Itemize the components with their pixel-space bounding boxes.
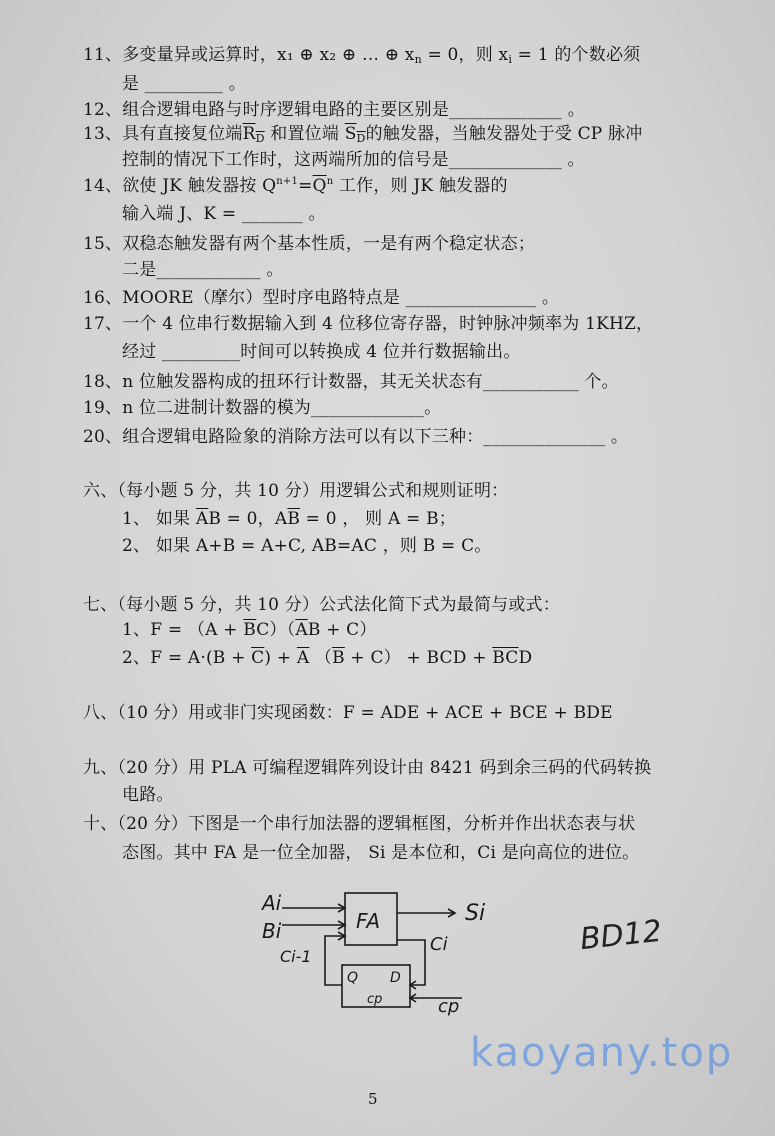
variable: $\overline{C}$ — [251, 648, 265, 668]
text-segment: 11、多变量异或运算时，x₁ ⊕ x₂ ⊕ … ⊕ x — [83, 45, 415, 65]
text-segment: 1、F = （A + — [122, 620, 244, 640]
variable: $\overline{B}$ — [287, 509, 301, 529]
label-cp: cp — [438, 996, 460, 1017]
text-segment: 1、 如果 — [122, 509, 196, 529]
variable: R — [242, 124, 256, 144]
text-segment: 控制的情况下工作时，这两端所加的信号是_____________ 。 — [122, 150, 585, 170]
text-segment: D — [518, 648, 533, 668]
text-segment: 工作，则 JK 触发器的 — [333, 176, 508, 196]
text-segment: 六、（每小题 5 分，共 10 分）用逻辑公式和规则证明： — [83, 481, 509, 501]
text-segment: = 0，则 x — [421, 45, 509, 65]
variable: $\overline{B}$ — [492, 648, 506, 668]
label-fa: FA — [356, 909, 381, 933]
label-bi: Bi — [262, 919, 282, 943]
variable: $\overline{C}$ — [505, 648, 519, 668]
text-segment: B + C） — [307, 620, 377, 640]
text-segment: 电路。 — [122, 785, 174, 805]
text-segment: 七、（每小题 5 分，共 10 分）公式法化简下式为最简与或式： — [83, 595, 560, 615]
variable: $\overline{A}$ — [296, 648, 310, 668]
text-segment: 是 _________ 。 — [122, 74, 246, 94]
variable: S — [344, 124, 357, 144]
text-segment: 14、欲使 JK 触发器按 Q — [83, 176, 277, 196]
watermark: kaoyany.top — [470, 1030, 734, 1076]
variable: $\overline{B}$ — [243, 620, 257, 640]
text-segment: 经过 _________时间可以转换成 4 位并行数据输出。 — [122, 342, 521, 362]
text-segment: 16、MOORE（摩尔）型时序电路特点是 _______________ 。 — [83, 288, 560, 308]
text-segment: C）（ — [256, 620, 296, 640]
text-segment: （ — [309, 648, 333, 668]
text-segment: 13、具有直接复位端 — [83, 124, 243, 144]
subscript: D — [356, 132, 366, 145]
label-si: Si — [465, 901, 486, 926]
variable: $\overline{Q}$ — [312, 176, 327, 196]
text-segment: 12、组合逻辑电路与时序逻辑电路的主要区别是_____________ 。 — [83, 100, 585, 120]
label-q: Q — [347, 970, 359, 986]
text-segment: 2、F = A·(B + — [122, 648, 252, 668]
text-segment: 2、 如果 A+B = A+C, AB=AC ，则 B = C。 — [122, 536, 492, 556]
variable: $\overline{A}$ — [295, 620, 308, 640]
text-segment: 八、（10 分）用或非门实现函数：F = ADE + ACE + BCE + BDE — [83, 703, 613, 723]
text-segment: 输入端 J、K = _______ 。 — [122, 204, 326, 224]
label-cp-input: cp — [367, 992, 383, 1007]
superscript: n+1 — [276, 176, 299, 187]
text-segment: = 1 的个数必须 — [512, 45, 641, 65]
text-segment: = 0 ， 则 A = B； — [300, 509, 456, 529]
text-segment: 15、双稳态触发器有两个基本性质，一是有两个稳定状态； — [83, 234, 536, 254]
text-segment: + C） + BCD + — [344, 648, 493, 668]
variable: $\overline{A}$ — [195, 509, 209, 529]
text-segment: ) + — [264, 648, 297, 668]
text-segment: 态图。其中 FA 是一位全加器， Si 是本位和，Ci 是向高位的进位。 — [122, 843, 640, 863]
text-segment: 19、n 位二进制计数器的模为_____________。 — [83, 398, 442, 418]
text-segment: 十、（20 分）下图是一个串行加法器的逻辑框图，分析并作出状态表与状 — [83, 814, 636, 834]
text-segment: 九、（20 分）用 PLA 可编程逻辑阵列设计由 8421 码到余三码的代码转换 — [83, 758, 652, 778]
page-number: 5 — [368, 1090, 378, 1108]
label-ai: Ai — [262, 891, 282, 915]
text-segment: 和置位端 — [264, 124, 345, 144]
text-segment: = — [298, 176, 313, 196]
label-ci: Ci — [430, 934, 448, 955]
label-ci-minus-1: Ci-1 — [280, 947, 312, 966]
text-segment: 18、n 位触发器构成的扭环行计数器，其无关状态有___________ 个。 — [83, 372, 619, 392]
subscript: D — [255, 132, 265, 145]
text-segment: 二是____________ 。 — [122, 260, 284, 280]
label-d: D — [390, 970, 401, 986]
text-segment: 17、一个 4 位串行数据输入到 4 位移位寄存器，时钟脉冲频率为 1KHZ， — [83, 314, 654, 334]
handwritten-annotation: BD12 — [578, 913, 664, 958]
variable: $\overline{B}$ — [332, 648, 345, 668]
subscript: n — [414, 53, 422, 66]
superscript: n — [326, 176, 334, 187]
subscript: i — [508, 53, 513, 66]
text-segment: 的触发器，当触发器处于受 CP 脉冲 — [365, 124, 643, 144]
text-segment: B = 0，A — [208, 509, 288, 529]
text-segment: 20、组合逻辑电路险象的消除方法可以有以下三种：______________ 。 — [83, 427, 629, 447]
